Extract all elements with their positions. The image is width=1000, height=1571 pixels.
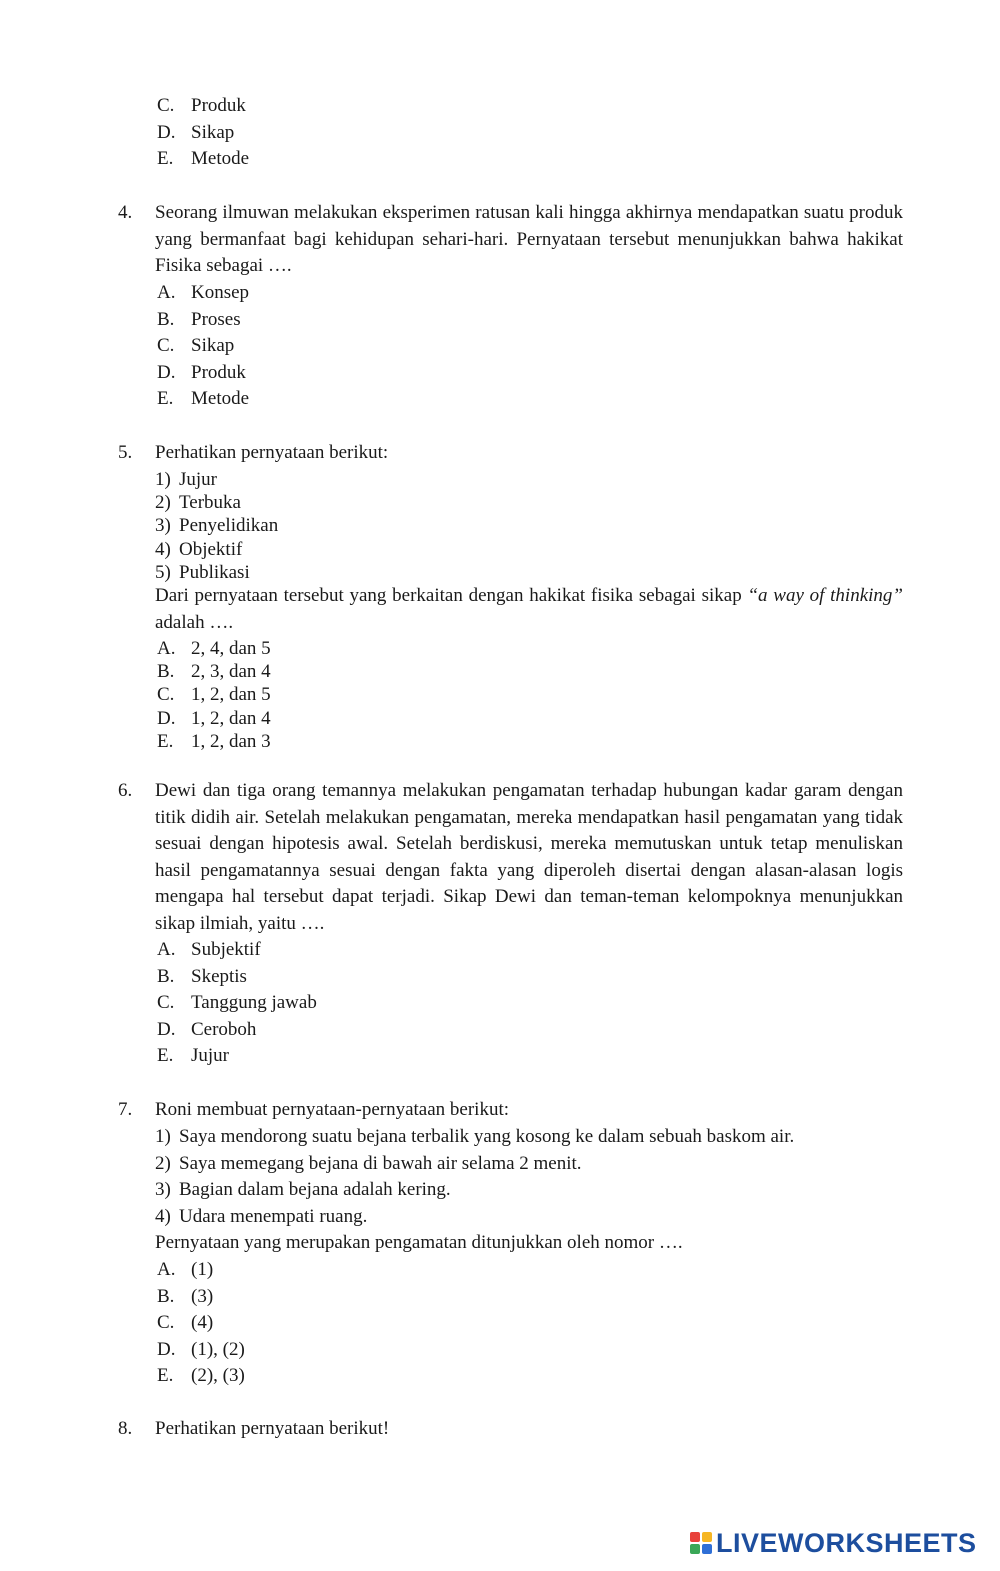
statement-item: 4) Udara menempati ruang.	[155, 1205, 368, 1227]
option-a: A. (1)	[157, 1259, 214, 1280]
question-number-6: 6.	[118, 780, 133, 801]
option-b: B. Skeptis	[157, 965, 247, 987]
option-a: A. Subjektif	[157, 939, 261, 960]
logo-square-icon	[702, 1544, 712, 1554]
option-d: D. Produk	[157, 361, 246, 383]
question-number-5: 5.	[118, 442, 133, 463]
statement-item: 2) Terbuka	[155, 492, 241, 514]
statement-item: 1) Jujur	[155, 469, 217, 490]
option-e: E. Jujur	[157, 1045, 229, 1067]
option-d: D. 1, 2, dan 4	[157, 707, 271, 729]
question-6-text: Dewi dan tiga orang temannya melakukan pengamatan terhadap hubungan kadar garam dengan titik didih air. Setelah melakukan pengamatan, mereka mendapatkan hasil pengamatan yang tidak sesuai dengan hipotesis awal. Setelah berdiskusi, mereka memutuskan untuk tetap menuliskan hasil pengamatannya sesuai dengan fakta yang diperoleh disertai dengan alasan-alasan logis mengapa hal tersebut dapat terjadi. Sikap Dewi dan teman-teman kelompoknya menunjukkan sikap ilmiah, yaitu ….	[155, 780, 903, 934]
question-4-text: Seorang ilmuwan melakukan eksperimen ratusan kali hingga akhirnya mendapatkan suatu produk yang bermanfaat bagi kehidupan sehari-hari. Pernyataan tersebut menunjukkan bahwa hakikat Fisika sebagai ….	[155, 202, 903, 277]
question-number-7: 7.	[118, 1099, 133, 1120]
question-6-options	[157, 937, 317, 1070]
option-e: E. Metode	[157, 388, 250, 410]
option-b: B. Proses	[157, 308, 241, 330]
italic-phrase: “a way of thinking”	[747, 585, 903, 606]
question-4-options	[157, 280, 249, 413]
question-8-intro: Perhatikan pernyataan berikut!	[155, 1418, 390, 1439]
liveworksheets-icon	[690, 1532, 712, 1554]
option-e: E. 1, 2, dan 3	[157, 730, 271, 752]
statement-item: 3) Penyelidikan	[155, 515, 279, 537]
option-e: E. (2), (3)	[157, 1365, 245, 1387]
logo-square-icon	[702, 1532, 712, 1542]
option-c: C. Produk	[157, 95, 246, 116]
option-a: A. 2, 4, dan 5	[157, 638, 271, 659]
statement-item: 3) Bagian dalam bejana adalah kering.	[155, 1179, 451, 1201]
option-e: E. Metode	[157, 148, 250, 170]
option-d: D. (1), (2)	[157, 1338, 245, 1360]
question-5-intro: Perhatikan pernyataan berikut:	[155, 442, 389, 463]
statement-item: 1) Saya mendorong suatu bejana terbalik yang kosong ke dalam sebuah baskom air.	[155, 1126, 795, 1147]
option-c: C. Tanggung jawab	[157, 992, 317, 1014]
option-b: B. (3)	[157, 1285, 214, 1307]
option-b: B. 2, 3, dan 4	[157, 661, 271, 683]
option-d: D. Sikap	[157, 121, 235, 143]
logo-square-icon	[690, 1544, 700, 1554]
question-7-text: Pernyataan yang merupakan pengamatan ditunjukkan oleh nomor ….	[155, 1232, 683, 1253]
option-c: C. 1, 2, dan 5	[157, 684, 271, 706]
question-number-8: 8.	[118, 1418, 133, 1439]
logo-text: LIVEWORKSHEETS	[716, 1527, 977, 1558]
question-5-text: Dari pernyataan tersebut yang berkaitan dengan hakikat fisika sebagai sikap “a way of thinking” adalah ….	[155, 585, 903, 633]
question-7-options	[157, 1257, 245, 1390]
question-number-4: 4.	[118, 202, 133, 223]
option-c: C. Sikap	[157, 335, 235, 357]
option-c: C. (4)	[157, 1312, 214, 1334]
question-7-statements	[155, 1124, 794, 1230]
question-7-intro: Roni membuat pernyataan-pernyataan berikut:	[155, 1099, 510, 1120]
statement-item: 5) Publikasi	[155, 561, 250, 583]
liveworksheets-logo[interactable]	[690, 1527, 977, 1559]
option-a: A. Konsep	[157, 282, 250, 303]
statement-item: 2) Saya memegang bejana di bawah air selama 2 menit.	[155, 1152, 582, 1174]
logo-square-icon	[690, 1532, 700, 1542]
question-5-statements	[155, 468, 278, 584]
question-5-options	[157, 637, 271, 753]
option-d: D. Ceroboh	[157, 1018, 257, 1040]
statement-item: 4) Objektif	[155, 538, 243, 560]
q3-options	[157, 93, 249, 173]
